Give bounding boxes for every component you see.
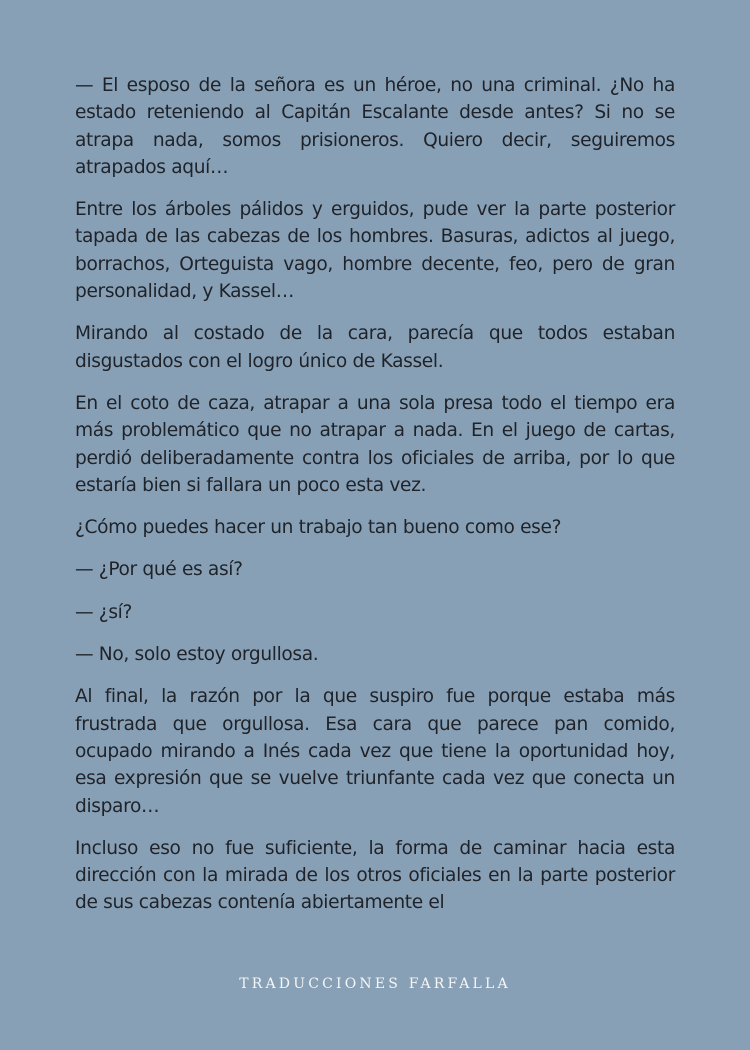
paragraph: Entre los árboles pálidos y erguidos, pude ver la parte posterior tapada de las cabezas de los hombres. Basuras, adictos al juego, borrachos, Orteguista vago, hombre decente, feo, pero de gran personalidad, y Kassel… (75, 199, 675, 303)
page-body (75, 72, 675, 932)
paragraph: — El esposo de la señora es un héroe, no una criminal. ¿No ha estado reteniendo al Capitán Escalante desde antes? Si no se atrapa nada, somos prisioneros. Quiero decir, seguiremos atrapados aquí… (75, 75, 675, 178)
translator-credit: TRADUCCIONES FARFALLA (239, 976, 511, 992)
dialogue-line: — ¿Por qué es así? (75, 559, 243, 581)
dialogue-line: — ¿sí? (75, 601, 132, 623)
paragraph: Al final, la razón por la que suspiro fue porque estaba más frustrada que orgullosa. Esa cara que parece pan comido, ocupado mirando a Inés cada vez que tiene la oportunidad hoy, esa expresión que se vuelve triunfante cada vez que conecta un disparo… (75, 686, 675, 817)
paragraph: ¿Cómo puedes hacer un trabajo tan bueno como ese? (75, 517, 562, 539)
paragraph: En el coto de caza, atrapar a una sola presa todo el tiempo era más problemático que no atrapar a nada. En el juego de cartas, perdió deliberadamente contra los oficiales de arriba, por lo que estaría bien si fallara un poco esta vez. (75, 392, 675, 496)
paragraph: Mirando al costado de la cara, parecía que todos estaban disgustados con el logro único de Kassel. (75, 323, 675, 372)
dialogue-line: — No, solo estoy orgullosa. (75, 644, 319, 666)
paragraph: Incluso eso no fue suficiente, la forma de caminar hacia esta dirección con la mirada de los otros oficiales en la parte posterior de sus cabezas contenía abiertamente el (75, 837, 675, 914)
